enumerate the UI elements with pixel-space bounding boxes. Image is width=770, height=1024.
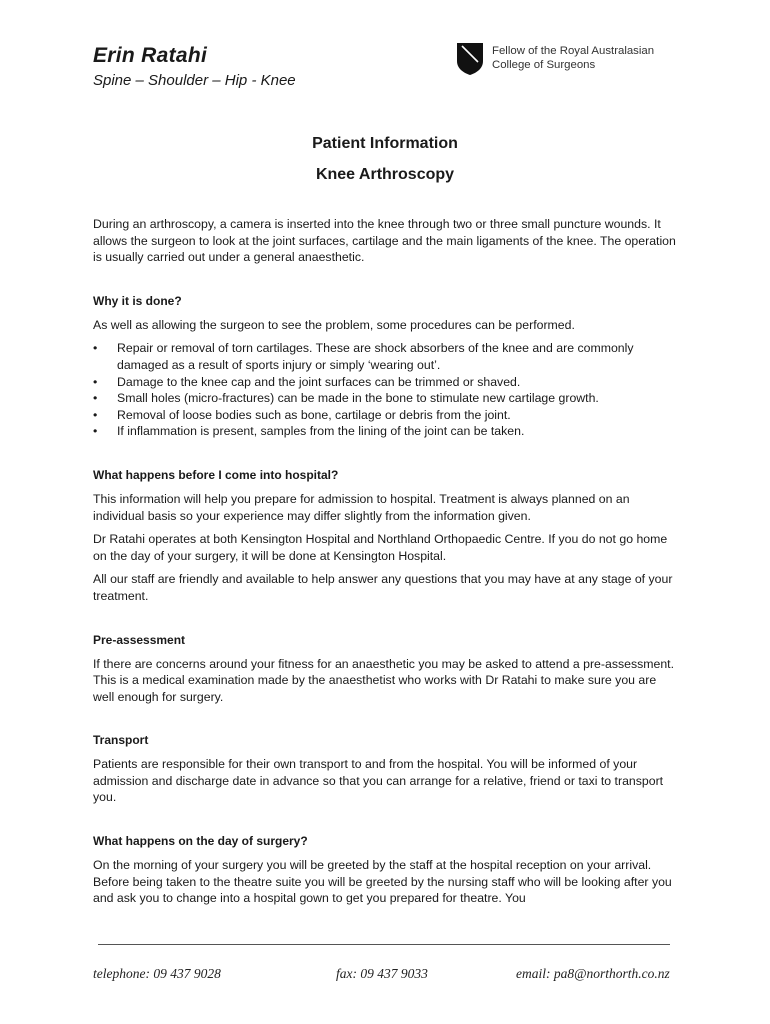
document-body [93,216,678,914]
before-paragraph-2: Dr Ratahi operates at both Kensington Hospital and Northland Orthopaedic Centre. If you do not go home on the day of your surgery, it will be done at Kensington Hospital. [93,532,668,563]
section-heading-day-of-surgery: What happens on the day of surgery? [93,834,308,849]
shield-crest-icon [456,42,484,76]
footer-telephone: telephone: 09 437 9028 [93,966,221,981]
footer-fax: fax: 09 437 9033 [336,966,428,981]
section-heading-transport: Transport [93,733,149,748]
surgeon-specialties: Spine – Shoulder – Hip - Knee [93,72,296,89]
why-lead-paragraph: As well as allowing the surgeon to see the problem, some procedures can be performed. [93,317,575,332]
list-item [93,340,678,373]
before-paragraph-1: This information will help you prepare for admission to hospital. Treatment is always planned on an individual basis so your experience may differ slightly from the information given. [93,491,630,523]
list-item [93,390,678,407]
fellowship-line-2: College of Surgeons [492,59,596,71]
list-item-text: Repair or removal of torn cartilages. These are shock absorbers of the knee and are commonly damaged as a result of sports injury or simply ‘wearing out’. [117,341,634,372]
section-heading-before-hospital: What happens before I come into hospital? [93,467,339,482]
footer-email: email: pa8@northorth.co.nz [516,966,670,981]
list-item-text: Damage to the knee cap and the joint surfaces can be trimmed or shaved. [117,374,521,389]
list-item [93,423,678,440]
list-item [93,407,678,424]
list-item-text: If inflammation is present, samples from the lining of the joint can be taken. [117,424,525,439]
section-heading-why: Why it is done? [93,293,182,308]
list-item [93,374,678,391]
fellowship-line-1: Fellow of the Royal Australasian [492,45,655,57]
surgeon-name: Erin Ratahi [93,44,208,67]
title-knee-arthroscopy: Knee Arthroscopy [315,166,455,183]
pre-assessment-paragraph: If there are concerns around your fitness for an anaesthetic you may be asked to attend a pre-assessment. This is a medical examination made by the anaesthetist who works with Dr Ratahi to make sure you are well enough for surgery. [93,656,675,704]
transport-paragraph: Patients are responsible for their own transport to and from the hospital. You will be informed of your admission and discharge date in advance so that you can arrange for a relative, friend or taxi to transport you. [93,757,664,805]
bullet-icon: • [93,341,98,356]
day-of-surgery-paragraph: On the morning of your surgery you will be greeted by the staff at the hospital reception on your arrival. Before being taken to the theatre suite you will be greeted by the nursing staff who will be looking after you and ask you to change into a hospital gown to get you prepared for theatre. You [93,858,672,906]
document-title [0,133,770,186]
intro-paragraph: During an arthroscopy, a camera is inserted into the knee through two or three small puncture wounds. It allows the surgeon to look at the joint surfaces, cartilage and the main ligaments of the knee. The operation is usually carried out under a general anaesthetic. [93,217,676,265]
bullet-icon: • [93,407,98,422]
bullet-icon: • [93,374,98,389]
list-item-text: Small holes (micro-fractures) can be made in the bone to stimulate new cartilage growth. [117,391,599,406]
before-paragraph-3: All our staff are friendly and available to help answer any questions that you may have at any stage of your treatment. [93,572,673,603]
title-patient-information: Patient Information [312,135,458,152]
bullet-icon: • [93,391,98,406]
bullet-icon: • [93,424,98,439]
procedures-list [93,340,678,440]
list-item-text: Removal of loose bodies such as bone, cartilage or debris from the joint. [117,407,511,422]
section-heading-pre-assessment: Pre-assessment [93,632,186,647]
footer-divider [98,944,670,945]
fellowship-text [492,44,654,72]
